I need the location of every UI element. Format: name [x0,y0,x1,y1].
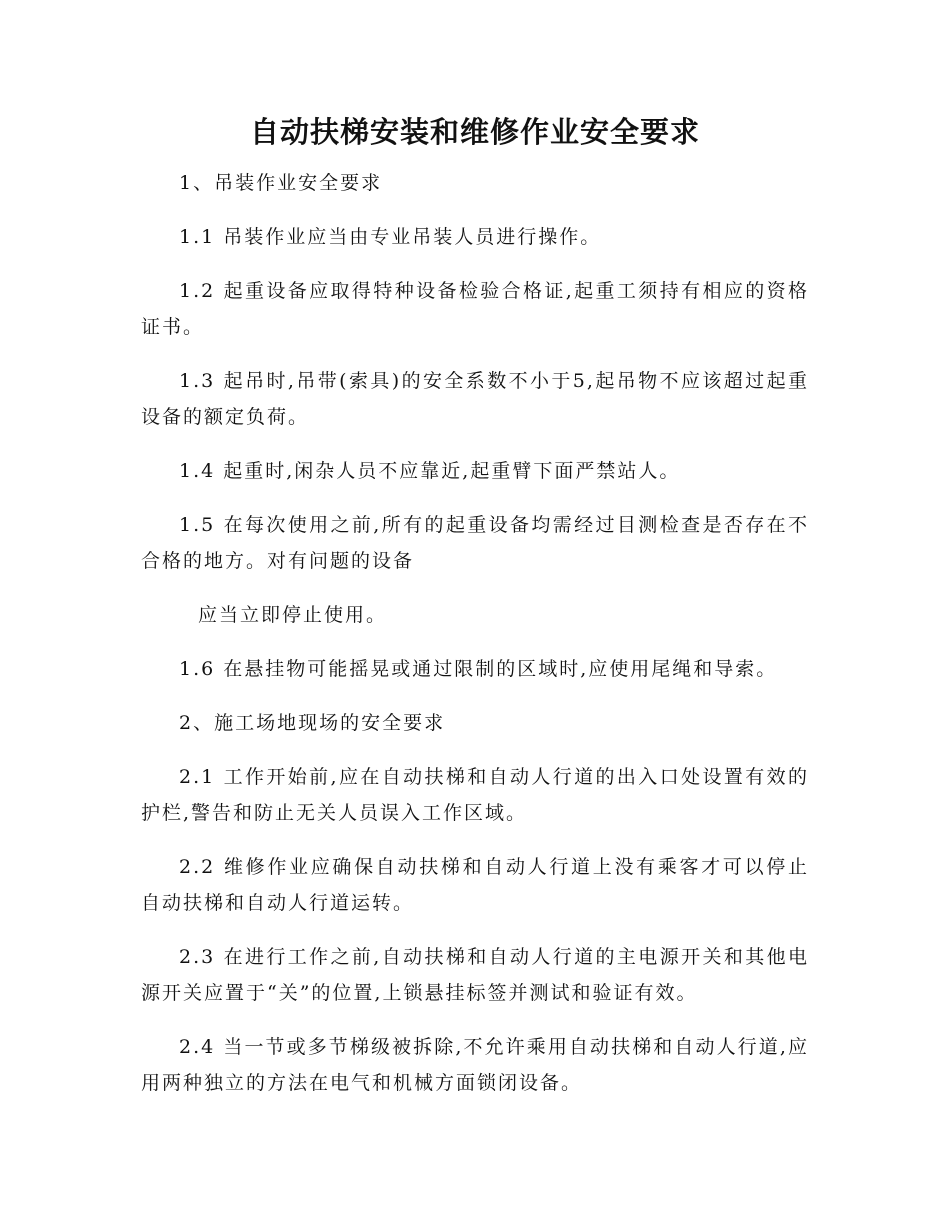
paragraph-1-1: 1.1 吊装作业应当由专业吊装人员进行操作。 [179,226,602,248]
paragraph-1-5: 1.5 在每次使用之前,所有的起重设备均需经过目测检查是否存在不合格的地方。对有问题的设备 [141,514,809,572]
section-heading-1: 1、吊装作业安全要求 [179,172,383,194]
paragraph-2-4: 2.4 当一节或多节梯级被拆除,不允许乘用自动扶梯和自动人行道,应用两种独立的方法在电气和机械方面锁闭设备。 [141,1036,809,1094]
document-title: 自动扶梯安装和维修作业安全要求 [249,115,700,149]
paragraph-1-4: 1.4 起重时,闲杂人员不应靠近,起重臂下面严禁站人。 [179,460,681,482]
paragraph-1-2: 1.2 起重设备应取得特种设备检验合格证,起重工须持有相应的资格证书。 [141,280,809,338]
paragraph-2-1: 2.1 工作开始前,应在自动扶梯和自动人行道的出入口处设置有效的护栏,警告和防止无关人员误入工作区域。 [141,766,809,824]
paragraph-1-3: 1.3 起吊时,吊带(索具)的安全系数不小于5,起吊物不应该超过起重设备的额定负荷。 [141,370,809,428]
paragraph-1-6: 1.6 在悬挂物可能摇晃或通过限制的区域时,应使用尾绳和导索。 [179,658,778,680]
section-heading-2: 2、施工场地现场的安全要求 [179,712,446,734]
paragraph-1-5-continued: 应当立即停止使用。 [198,604,388,626]
paragraph-2-3: 2.3 在进行工作之前,自动扶梯和自动人行道的主电源开关和其他电源开关应置于“关”的位置,上锁悬挂标签并测试和验证有效。 [141,946,809,1004]
paragraph-2-2: 2.2 维修作业应确保自动扶梯和自动人行道上没有乘客才可以停止自动扶梯和自动人行道运转。 [141,856,809,914]
document-body [141,165,809,1101]
